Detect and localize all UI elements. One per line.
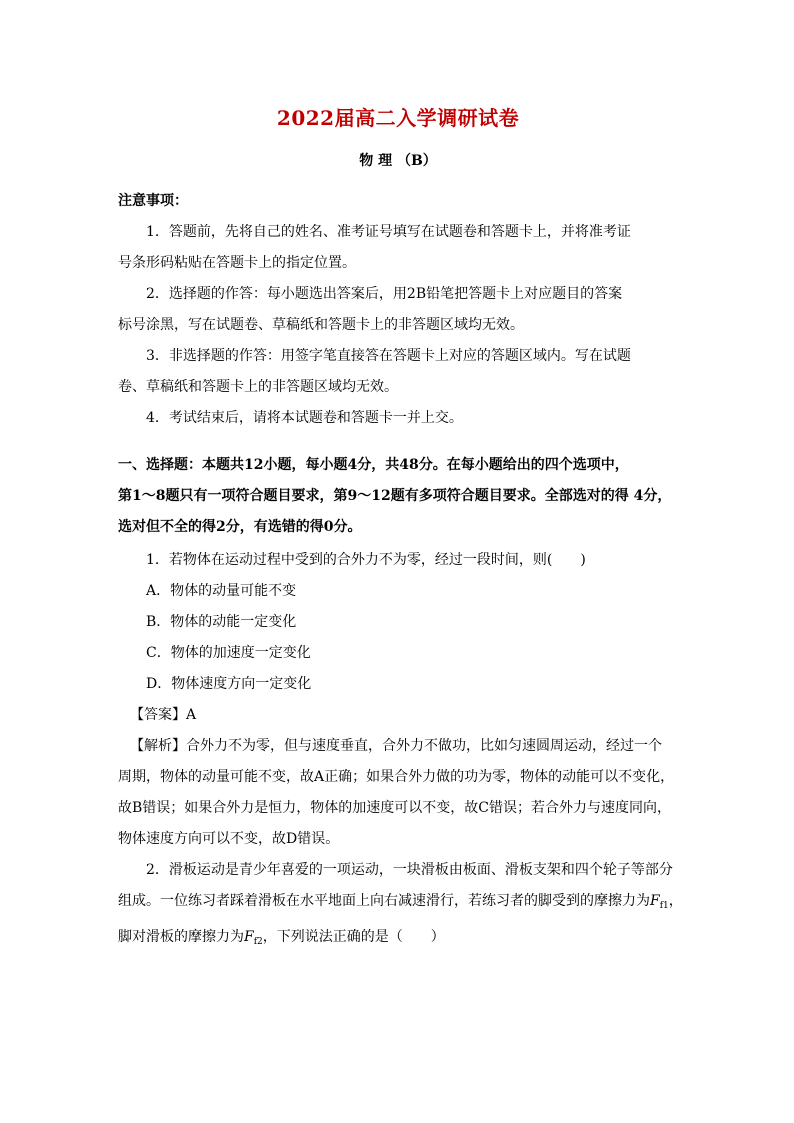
notice-item-1-line-2: 号条形码粘贴在答题卡上的指定位置。 [118,255,356,271]
question-1-option-a: A．物体的动量可能不变 [146,583,297,599]
friction-symbol-f1: F [650,893,660,909]
section-1-line-1: 一、选择题：本题共12小题，每小题4分，共48分。在每小题给出的四个选项中， [118,457,629,473]
question-1 [118,545,678,855]
question-2-line-3 [118,922,678,958]
question-2-line-3-end: ，下列说法正确的是（ ） [262,929,445,945]
question-1-analysis-line-2: 周期，物体的动量可能不变，故A正确；如果合外力做的功为零，物体的动能可以不变化， [118,769,675,785]
question-2-line-1: 2．滑板运动是青少年喜爱的一项运动，一块滑板由板面、滑板支架和四个轮子等部分 [146,862,673,878]
question-1-analysis-line-4: 物体速度方向可以不变，故D错误。 [118,831,340,847]
friction-subscript-f2: f2 [253,937,263,947]
question-1-analysis-line-3: 故B错误；如果合外力是恒力，物体的加速度可以不变，故C错误；若合外力与速度同向， [118,800,671,816]
friction-symbol-f2: F [244,929,254,945]
notice-item-3-line-1: 3．非选择题的作答：用签字笔直接答在答题卡上对应的答题区域内。写在试题 [146,348,631,364]
question-2-line-3-text: 脚对滑板的摩擦力为 [118,929,244,945]
friction-subscript-f1: f1 [659,901,669,911]
question-1-analysis-line-1: 【解析】合外力不为零，但与速度垂直，合外力不做功，比如匀速圆周运动，经过一个 [130,738,662,754]
page-title: 2022届高二入学调研试卷 [276,106,520,130]
section-1-line-3: 选对但不全的得2分，有选错的得0分。 [118,519,362,535]
question-1-option-d: D．物体速度方向一定变化 [146,676,312,692]
question-2 [118,855,683,958]
section-1-line-2: 第1～8题只有一项符合题目要求，第9～12题有多项符合题目要求。全部选对的得 4分， [118,488,672,504]
page-subtitle: 物 理 （B） [359,153,437,169]
notice-heading: 注意事项： [118,193,188,209]
question-1-option-c: C．物体的加速度一定变化 [146,645,311,661]
question-1-option-b: B．物体的动能一定变化 [146,614,297,630]
question-2-line-2-text: 组成。一位练习者踩着滑板在水平地面上向右减速滑行，若练习者的脚受到的摩擦力为 [118,893,650,909]
question-1-stem: 1．若物体在运动过程中受到的合外力不为零，经过一段时间，则( ) [146,552,586,568]
notice-item-3-line-2: 卷、草稿纸和答题卡上的非答题区域均无效。 [118,379,398,395]
question-2-line-2 [118,886,683,922]
question-2-line-2-end: ， [668,893,683,909]
notice-item-2-line-2: 标号涂黑，写在试题卷、草稿纸和答题卡上的非答题区域均无效。 [118,317,524,333]
notice-section [118,186,678,434]
question-1-answer: 【答案】A [130,707,197,723]
section-1-instructions [118,450,678,543]
notice-item-4-line-1: 4．考试结束后，请将本试题卷和答题卡一并上交。 [146,410,463,426]
notice-item-2-line-1: 2．选择题的作答：每小题选出答案后，用2B铅笔把答题卡上对应题目的答案 [146,286,623,302]
notice-item-1-line-1: 1．答题前，先将自己的姓名、准考证号填写在试题卷和答题卡上，并将准考证 [146,224,631,240]
